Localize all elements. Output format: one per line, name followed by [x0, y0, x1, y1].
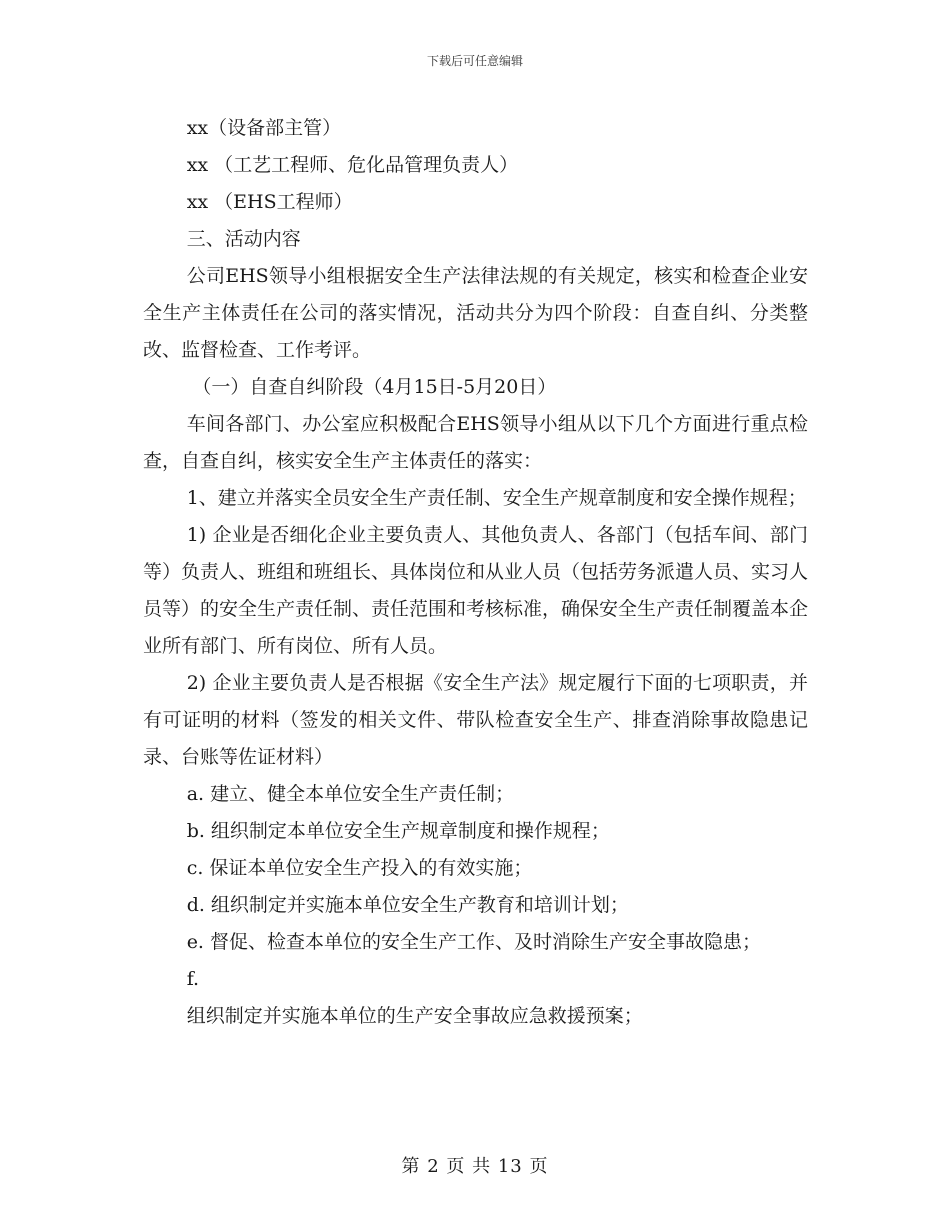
member-line-3: xx （EHS工程师） — [186, 191, 353, 213]
duty-f-text: 组织制定并实施本单位的生产安全事故应急救援预案； — [186, 1005, 643, 1027]
duty-a: a. 建立、健全本单位安全生产责任制； — [186, 783, 515, 805]
page-footer: 第 2 页 共 13 页 — [401, 1156, 549, 1177]
member-line-2: xx （工艺工程师、危化品管理负责人） — [186, 154, 519, 176]
duty-e: e. 督促、检查本单位的安全生产工作、及时消除生产安全事故隐患； — [186, 931, 762, 953]
section-heading: 三、活动内容 — [186, 228, 301, 250]
item-1-2: 2) 企业主要负责人是否根据《安全生产法》规定履行下面的七项职责，并有可证明的材料（签发的相关文件、带队检查安全生产、排查消除事故隐患记录、台账等佐证材料） — [143, 672, 808, 768]
member-line-1: xx（设备部主管） — [186, 117, 342, 139]
paragraph-stage-desc: 车间各部门、办公室应积极配合EHS领导小组从以下几个方面进行重点检查，自查自纠，核实安全生产主体责任的落实： — [143, 413, 808, 472]
duty-b: b. 组织制定本单位安全生产规章制度和操作规程； — [186, 820, 610, 842]
item-1: 1、建立并落实全员安全生产责任制、安全生产规章制度和安全操作规程； — [186, 487, 807, 509]
page-header: 下载后可任意编辑 — [426, 54, 523, 68]
duty-d: d. 组织制定并实施本单位安全生产教育和培训计划； — [186, 894, 629, 916]
document-body — [143, 110, 808, 1035]
item-1-1: 1) 企业是否细化企业主要负责人、其他负责人、各部门（包括车间、部门等）负责人、班组和班组长、具体岗位和从业人员（包括劳务派遣人员、实习人员等）的安全生产责任制、责任范围和考核标准，确保安全生产责任制覆盖本企业所有部门、所有岗位、所有人员。 — [143, 524, 809, 657]
stage-heading: （一）自查自纠阶段（4月15日-5月20日） — [192, 376, 557, 398]
duty-c: c. 保证本单位安全生产投入的有效实施； — [186, 857, 533, 879]
paragraph-intro: 公司EHS领导小组根据安全生产法律法规的有关规定，核实和检查企业安全生产主体责任在公司的落实情况，活动共分为四个阶段：自查自纠、分类整改、监督检查、工作考评。 — [143, 265, 808, 361]
duty-f-label: f. — [186, 968, 200, 990]
